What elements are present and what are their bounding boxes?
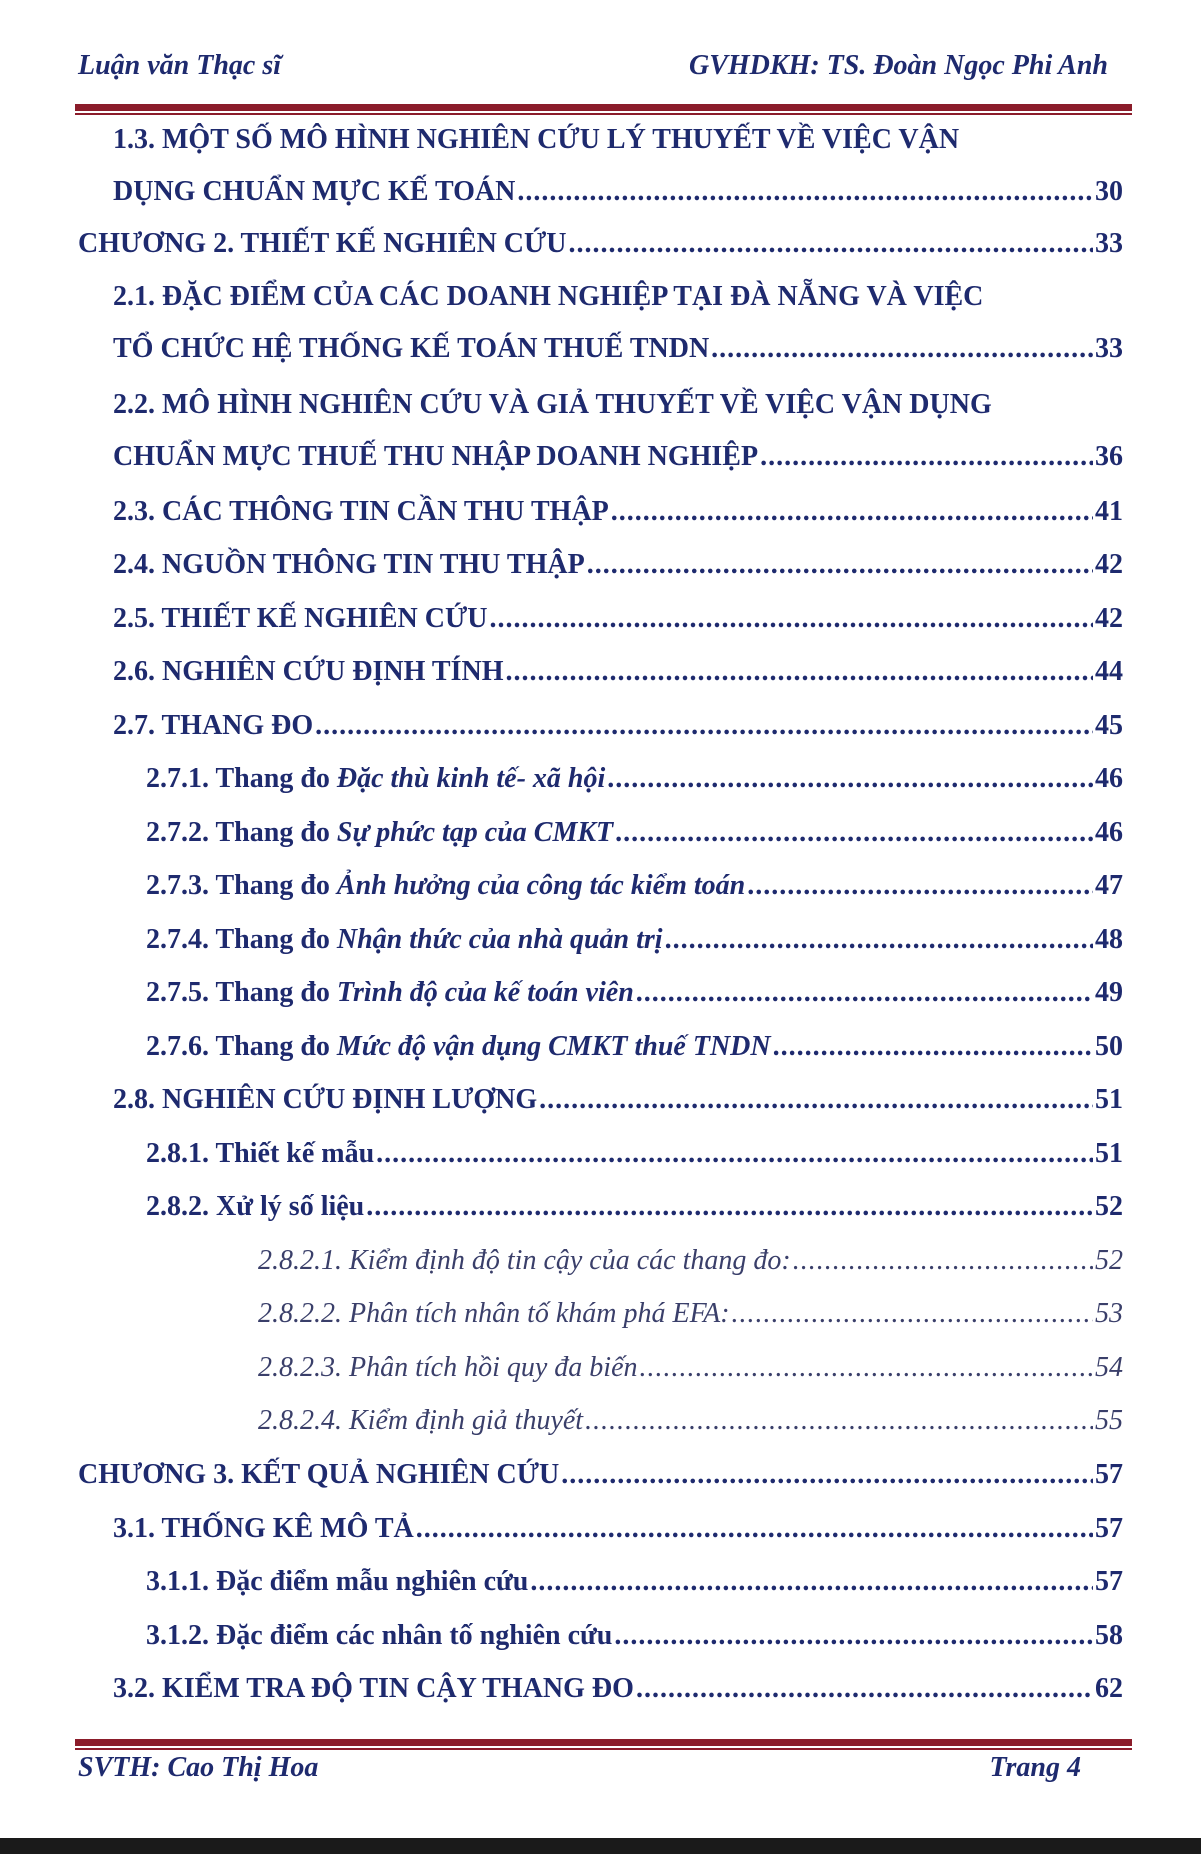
toc-page-number: 52 xyxy=(1095,1245,1123,1276)
leader-dots xyxy=(561,1453,1093,1497)
toc-title-prefix: 2.7.4. Thang đo xyxy=(146,924,337,955)
toc-title: CHƯƠNG 2. THIẾT KẾ NGHIÊN CỨU xyxy=(78,228,567,259)
toc-entry-2-7-3[interactable] xyxy=(146,864,1123,908)
toc-title xyxy=(146,1025,771,1069)
toc-title: 2.8.2.3. Phân tích hồi quy đa biến xyxy=(258,1352,638,1383)
leader-dots xyxy=(611,490,1093,534)
toc-page-number: 42 xyxy=(1095,603,1123,634)
toc-title: 2.8.1. Thiết kế mẫu xyxy=(146,1138,375,1169)
toc-page-number: 57 xyxy=(1095,1459,1123,1490)
toc-title: 2.8.2.4. Kiểm định giả thuyết xyxy=(258,1405,584,1436)
toc-page-number: 45 xyxy=(1095,710,1123,741)
toc-page-number: 50 xyxy=(1095,1031,1123,1062)
leader-dots xyxy=(760,435,1093,479)
toc-page-number: 55 xyxy=(1095,1405,1123,1436)
toc-page-number: 57 xyxy=(1095,1566,1123,1597)
toc-page-number: 46 xyxy=(1095,763,1123,794)
toc-title: 2.7. THANG ĐO xyxy=(113,710,314,741)
footer-page-number: Trang 4 xyxy=(989,1752,1081,1783)
toc-page-number: 41 xyxy=(1095,496,1123,527)
toc-page-number: 48 xyxy=(1095,924,1123,955)
toc-entry-chapter-3[interactable] xyxy=(78,1453,1123,1497)
leader-dots xyxy=(505,650,1093,694)
toc-title: 3.2. KIỂM TRA ĐỘ TIN CẬY THANG ĐO xyxy=(113,1673,634,1704)
toc-title xyxy=(146,811,613,855)
toc-title: 3.1.1. Đặc điểm mẫu nghiên cứu xyxy=(146,1566,529,1597)
toc-page-number: 33 xyxy=(1095,228,1123,259)
leader-dots xyxy=(636,1667,1093,1711)
header-thesis-label: Luận văn Thạc sĩ xyxy=(78,50,282,81)
toc-entry-2-8-2-3[interactable] xyxy=(258,1346,1123,1390)
leader-dots xyxy=(636,971,1093,1015)
footer-student: SVTH: Cao Thị Hoa xyxy=(78,1752,319,1783)
toc-page-number: 51 xyxy=(1095,1138,1123,1169)
footer-rule xyxy=(75,1739,1132,1746)
footer-rule-thin xyxy=(75,1748,1132,1750)
leader-dots xyxy=(366,1185,1093,1229)
toc-title xyxy=(146,971,634,1015)
toc-entry-2-7-2[interactable] xyxy=(146,811,1123,855)
toc-entry-2-3[interactable] xyxy=(113,490,1123,534)
toc-entry-chapter-2[interactable] xyxy=(78,222,1123,266)
toc-title: CHƯƠNG 3. KẾT QUẢ NGHIÊN CỨU xyxy=(78,1459,560,1490)
toc-entry-2-6[interactable] xyxy=(113,650,1123,694)
toc-title: 3.1. THỐNG KÊ MÔ TẢ xyxy=(113,1513,414,1544)
toc-entry-1-3-line1[interactable]: 1.3. MỘT SỐ MÔ HÌNH NGHIÊN CỨU LÝ THUYẾT VỀ VIỆC VẬN xyxy=(113,124,960,155)
toc-page-number: 44 xyxy=(1095,656,1123,687)
toc-page-number: 46 xyxy=(1095,817,1123,848)
toc-title-italic: Đặc thù kinh tế- xã hội xyxy=(336,763,606,794)
leader-dots xyxy=(376,1132,1093,1176)
toc-page-number: 30 xyxy=(1095,176,1123,207)
toc-title-prefix: 2.7.6. Thang đo xyxy=(146,1031,337,1062)
toc-title xyxy=(146,864,745,908)
toc-page-number: 62 xyxy=(1095,1673,1123,1704)
toc-entry-2-8-1[interactable] xyxy=(146,1132,1123,1176)
leader-dots xyxy=(615,811,1093,855)
toc-entry-3-1[interactable] xyxy=(113,1507,1123,1551)
toc-title-prefix: 2.7.1. Thang đo xyxy=(146,763,337,794)
toc-title-prefix: 2.7.2. Thang đo xyxy=(146,817,337,848)
toc-title-prefix: 2.7.5. Thang đo xyxy=(146,977,337,1008)
header-advisor: GVHDKH: TS. Đoàn Ngọc Phi Anh xyxy=(688,50,1108,81)
toc-title: 2.6. NGHIÊN CỨU ĐỊNH TÍNH xyxy=(113,656,504,687)
toc-entry-2-7-1[interactable] xyxy=(146,757,1123,801)
leader-dots xyxy=(569,222,1093,266)
leader-dots xyxy=(640,1346,1093,1390)
leader-dots xyxy=(711,327,1093,371)
toc-title: 3.1.2. Đặc điểm các nhân tố nghiên cứu xyxy=(146,1620,613,1651)
toc-title-italic: Ảnh hưởng của công tác kiểm toán xyxy=(336,870,746,901)
toc-page-number: 33 xyxy=(1095,333,1123,364)
toc-title: TỔ CHỨC HỆ THỐNG KẾ TOÁN THUẾ TNDN xyxy=(113,333,710,364)
leader-dots xyxy=(607,757,1093,801)
toc-entry-2-7-4[interactable] xyxy=(146,918,1123,962)
toc-entry-2-2-line1[interactable]: 2.2. MÔ HÌNH NGHIÊN CỨU VÀ GIẢ THUYẾT VỀ VIỆC VẬN DỤNG xyxy=(113,389,992,420)
leader-dots xyxy=(773,1025,1093,1069)
leader-dots xyxy=(489,597,1093,641)
toc-page-number: 54 xyxy=(1095,1352,1123,1383)
toc-title: 2.4. NGUỒN THÔNG TIN THU THẬP xyxy=(113,549,585,580)
toc-page-number: 42 xyxy=(1095,549,1123,580)
toc-page-number: 51 xyxy=(1095,1084,1123,1115)
toc-page-number: 47 xyxy=(1095,870,1123,901)
leader-dots xyxy=(793,1239,1093,1283)
toc-title: DỤNG CHUẨN MỰC KẾ TOÁN xyxy=(113,176,516,207)
bottom-edge xyxy=(0,1838,1201,1854)
leader-dots xyxy=(517,170,1093,214)
leader-dots xyxy=(614,1614,1093,1658)
toc-entry-2-7[interactable] xyxy=(113,704,1123,748)
toc-title-italic: Mức độ vận dụng CMKT thuế TNDN xyxy=(336,1031,771,1062)
toc-entry-2-4[interactable] xyxy=(113,543,1123,587)
toc-title xyxy=(146,757,605,801)
leader-dots xyxy=(665,918,1093,962)
toc-page-number: 58 xyxy=(1095,1620,1123,1651)
toc-entry-3-1-1[interactable] xyxy=(146,1560,1123,1604)
leader-dots xyxy=(732,1292,1093,1336)
toc-entry-2-1-line1[interactable]: 2.1. ĐẶC ĐIỂM CỦA CÁC DOANH NGHIỆP TẠI ĐÀ NẴNG VÀ VIỆC xyxy=(113,281,984,312)
leader-dots xyxy=(539,1078,1093,1122)
leader-dots xyxy=(587,543,1093,587)
leader-dots xyxy=(747,864,1093,908)
leader-dots xyxy=(416,1507,1093,1551)
leader-dots xyxy=(315,704,1093,748)
toc-title: 2.8.2. Xử lý số liệu xyxy=(146,1191,365,1222)
toc-entry-2-5[interactable] xyxy=(113,597,1123,641)
toc-title: 2.3. CÁC THÔNG TIN CẦN THU THẬP xyxy=(113,496,609,527)
toc-entry-2-8-2-1[interactable] xyxy=(258,1239,1123,1283)
toc-entry-2-8[interactable] xyxy=(113,1078,1123,1122)
toc-page-number: 57 xyxy=(1095,1513,1123,1544)
toc-title-italic: Trình độ của kế toán viên xyxy=(336,977,634,1008)
leader-dots xyxy=(585,1399,1093,1443)
toc-entry-2-7-6[interactable] xyxy=(146,1025,1123,1069)
toc-entry-1-3[interactable] xyxy=(113,170,1123,214)
toc-title: 2.5. THIẾT KẾ NGHIÊN CỨU xyxy=(113,603,488,634)
toc-entry-2-7-5[interactable] xyxy=(146,971,1123,1015)
toc-page-number: 49 xyxy=(1095,977,1123,1008)
toc-page-number: 36 xyxy=(1095,441,1123,472)
toc-page-number: 52 xyxy=(1095,1191,1123,1222)
toc-title: 2.8.2.1. Kiểm định độ tin cậy của các thang đo: xyxy=(258,1245,791,1276)
toc-title: CHUẨN MỰC THUẾ THU NHẬP DOANH NGHIỆP xyxy=(113,441,759,472)
toc-title xyxy=(146,918,663,962)
toc-title: 2.8.2.2. Phân tích nhân tố khám phá EFA: xyxy=(258,1298,730,1329)
page-footer xyxy=(78,1752,1081,1796)
toc-entry-2-1[interactable] xyxy=(113,327,1123,371)
toc-title-prefix: 2.7.3. Thang đo xyxy=(146,870,337,901)
toc-title-italic: Sự phức tạp của CMKT xyxy=(336,817,614,848)
leader-dots xyxy=(530,1560,1093,1604)
toc-entry-2-8-2-4[interactable] xyxy=(258,1399,1123,1443)
toc-entry-3-2[interactable] xyxy=(113,1667,1123,1711)
toc-title: 2.8. NGHIÊN CỨU ĐỊNH LƯỢNG xyxy=(113,1084,538,1115)
toc-entry-2-8-2-2[interactable] xyxy=(258,1292,1123,1336)
toc-entry-2-8-2[interactable] xyxy=(146,1185,1123,1229)
toc-entry-3-1-2[interactable] xyxy=(146,1614,1123,1658)
toc-entry-2-2[interactable] xyxy=(113,435,1123,479)
toc-title-italic: Nhận thức của nhà quản trị xyxy=(336,924,663,955)
toc-page-number: 53 xyxy=(1095,1298,1123,1329)
